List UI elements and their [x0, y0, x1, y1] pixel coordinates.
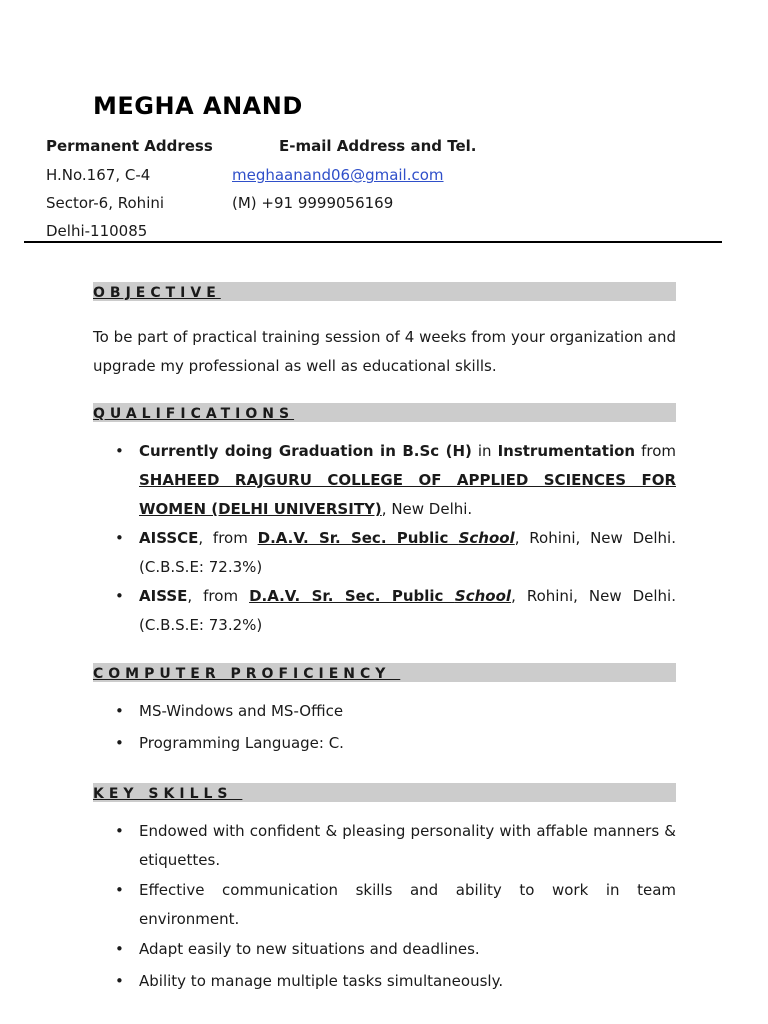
- skill-item: • Ability to manage multiple tasks simultaneously.: [93, 967, 676, 996]
- objective-section-header: [93, 282, 676, 301]
- email-link[interactable]: meghaanand06@gmail.com: [232, 166, 444, 184]
- phone-number: (M) +91 9999056169: [232, 194, 394, 212]
- college-name: SHAHEED RAJGURU COLLEGE OF APPLIED SCIENCES FOR WOMEN (DELHI UNIVERSITY): [139, 471, 676, 518]
- qualification-aissce: • AISSCE, from D.A.V. Sr. Sec. Public School, Rohini, New Delhi. (C.B.S.E: 72.3%): [93, 524, 676, 582]
- qualifications-title: QUALIFICATIONS: [93, 406, 295, 422]
- skill-item: • Effective communication skills and ability to work in team environment.: [93, 876, 676, 934]
- address-line-2: Sector-6, Rohini: [46, 194, 165, 212]
- computer-list: [93, 697, 676, 758]
- header-divider: [24, 241, 722, 243]
- computer-item: • Programming Language: C.: [93, 729, 676, 758]
- skill-item: • Endowed with confident & pleasing personality with affable manners & etiquettes.: [93, 817, 676, 875]
- computer-item: • MS-Windows and MS-Office: [93, 697, 676, 726]
- address-heading: Permanent Address: [46, 137, 213, 155]
- objective-title: OBJECTIVE: [93, 285, 221, 301]
- qualification-aisse: • AISSE, from D.A.V. Sr. Sec. Public School, Rohini, New Delhi. (C.B.S.E: 73.2%): [93, 582, 676, 640]
- objective-text: To be part of practical training session of 4 weeks from your organization and upgrade my professional as well as educational skills.: [93, 328, 676, 375]
- computer-section-header: [93, 663, 676, 682]
- address-line-1: H.No.167, C-4: [46, 166, 151, 184]
- contact-heading: E-mail Address and Tel.: [279, 137, 477, 155]
- skills-list: [93, 817, 676, 996]
- candidate-name: MEGHA ANAND: [93, 92, 303, 120]
- qualifications-section-header: [93, 403, 676, 422]
- computer-title: COMPUTER PROFICIENCY: [93, 666, 401, 682]
- qualification-graduation: • Currently doing Graduation in B.Sc (H) in Instrumentation from SHAHEED RAJGURU COLLEGE OF APPLIED SCIENCES FOR WOMEN (DELHI UNIVERSITY), New Delhi.: [93, 437, 676, 524]
- skill-item: • Adapt easily to new situations and deadlines.: [93, 935, 676, 964]
- address-line-3: Delhi-110085: [46, 222, 148, 240]
- qualifications-list: [93, 437, 676, 640]
- skills-section-header: [93, 783, 676, 802]
- skills-title: KEY SKILLS: [93, 786, 243, 802]
